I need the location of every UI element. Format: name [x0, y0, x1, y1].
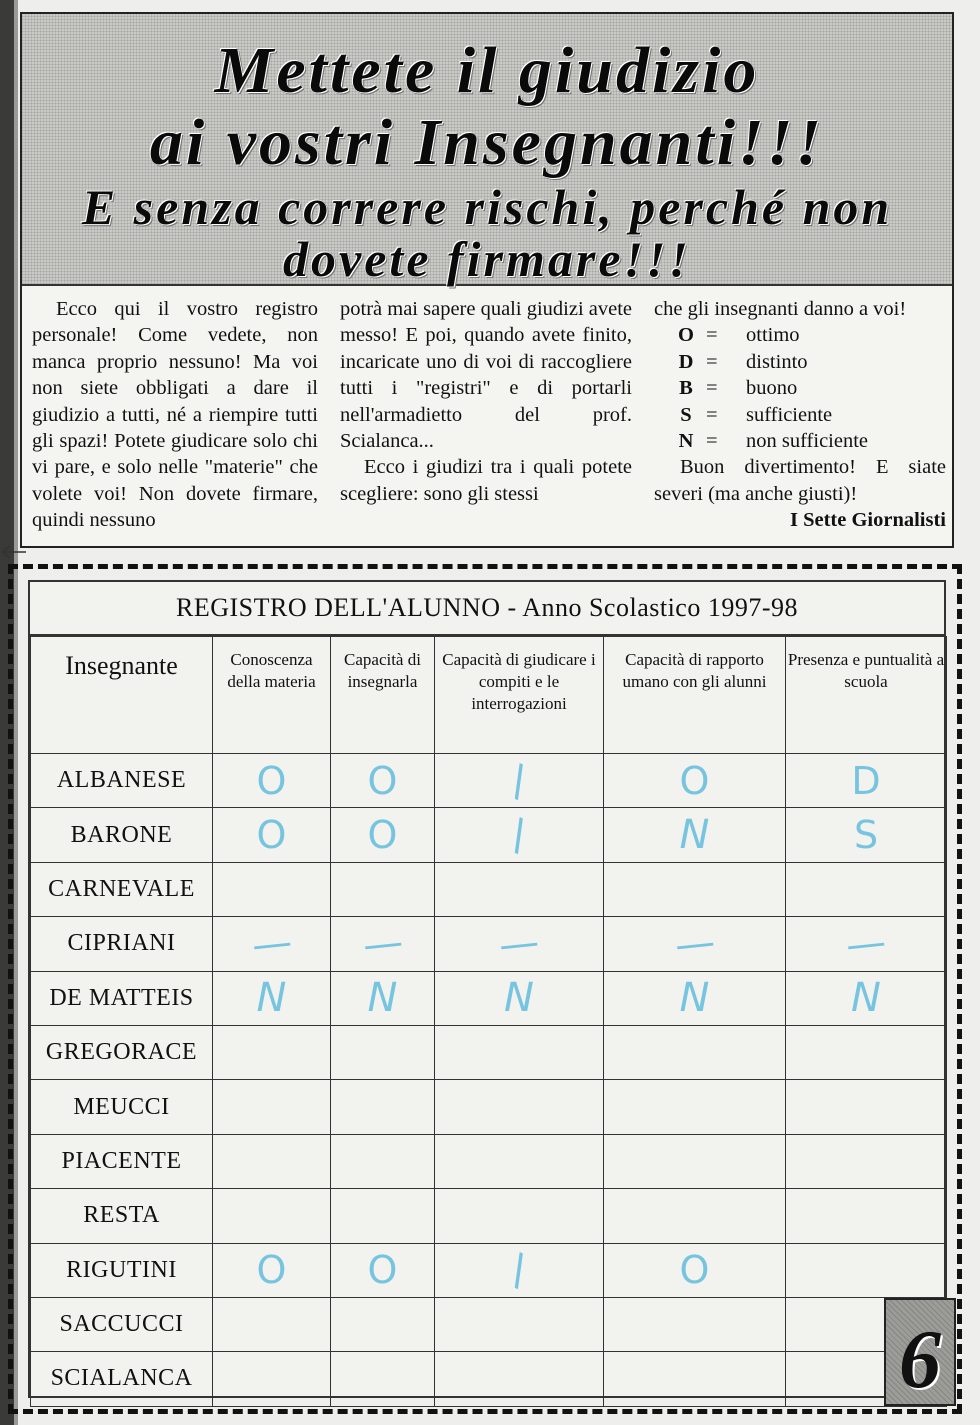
header-column: Capacità di giudicare i compiti e le interrogazioni	[435, 637, 604, 754]
handwritten-grade: O	[679, 758, 710, 803]
legend-key: N	[678, 430, 694, 453]
grade-cell[interactable]	[331, 862, 435, 916]
grade-cell[interactable]	[213, 1134, 331, 1188]
grade-cell[interactable]	[331, 971, 435, 1025]
article-signature: I Sette Giornalisti	[789, 509, 946, 532]
legend-eq: =	[706, 430, 718, 453]
register-title: REGISTRO DELL'ALUNNO - Anno Scolastico 1997-98	[30, 582, 944, 636]
teacher-name: RESTA	[31, 1189, 213, 1243]
grade-cell[interactable]	[435, 754, 604, 808]
grade-cell[interactable]	[604, 917, 786, 971]
grade-cell[interactable]	[604, 1243, 786, 1297]
grade-cell[interactable]	[604, 808, 786, 862]
headline-line-2: ai vostri Insegnanti!!!	[149, 106, 825, 179]
corner-arrow-icon	[0, 542, 30, 562]
grade-cell[interactable]	[435, 1134, 604, 1188]
handwritten-grade: O	[256, 1248, 287, 1293]
handwritten-grade: D	[851, 758, 881, 803]
legend-eq: =	[706, 324, 718, 347]
handwritten-grade: N	[851, 975, 881, 1022]
legend-meaning: non sufficiente	[746, 430, 869, 453]
grade-cell[interactable]	[435, 1025, 604, 1079]
grade-cell[interactable]	[331, 808, 435, 862]
header-teacher: Insegnante	[31, 637, 213, 754]
teacher-name: MEUCCI	[31, 1080, 213, 1134]
grade-cell[interactable]	[213, 1189, 331, 1243]
article-column-3	[654, 296, 946, 534]
grade-cell[interactable]	[435, 1297, 604, 1351]
handwritten-grade: —	[360, 918, 405, 969]
handwritten-grade: N	[367, 975, 398, 1022]
table-row	[31, 808, 947, 862]
headline-line-1: Mettete il giudizio	[214, 34, 760, 107]
article-columns	[22, 296, 952, 546]
grade-cell[interactable]	[786, 754, 947, 808]
grade-cell[interactable]	[213, 808, 331, 862]
grade-cell[interactable]	[604, 1080, 786, 1134]
headline-banner	[22, 14, 952, 286]
article-column-1	[32, 296, 318, 534]
legend-key: B	[679, 377, 693, 400]
article-intro: che gli insegnanti danno a voi!	[654, 298, 907, 320]
teacher-name: BARONE	[31, 808, 213, 862]
handwritten-grade: —	[249, 918, 294, 969]
handwritten-grade: —	[843, 918, 889, 969]
grade-cell[interactable]	[331, 1352, 435, 1406]
teacher-name: DE MATTEIS	[31, 971, 213, 1025]
grade-cell[interactable]	[435, 1080, 604, 1134]
teacher-name: CARNEVALE	[31, 862, 213, 916]
table-row	[31, 971, 947, 1025]
grade-cell[interactable]	[786, 917, 947, 971]
legend-meaning: buono	[746, 377, 798, 400]
grade-cell[interactable]	[331, 1080, 435, 1134]
handwritten-grade: O	[679, 1248, 710, 1293]
grade-cell[interactable]	[213, 754, 331, 808]
grade-cell[interactable]	[786, 1134, 947, 1188]
grade-cell[interactable]	[435, 1352, 604, 1406]
grade-cell[interactable]	[213, 971, 331, 1025]
grade-cell[interactable]	[213, 862, 331, 916]
grade-cell[interactable]	[435, 808, 604, 862]
grade-cell[interactable]	[435, 917, 604, 971]
table-row	[31, 1080, 947, 1134]
headline-line-4: dovete firmare!!!	[283, 231, 691, 287]
grade-legend	[666, 322, 946, 454]
page-number-badge	[884, 1298, 956, 1406]
teacher-name: CIPRIANI	[31, 917, 213, 971]
grade-cell[interactable]	[213, 1243, 331, 1297]
handwritten-grade: O	[256, 758, 287, 803]
table-row	[31, 1134, 947, 1188]
header-column: Capacità di rapporto umano con gli alunni	[604, 637, 786, 754]
teacher-name: RIGUTINI	[31, 1243, 213, 1297]
article-paragraph: Ecco qui il vostro registro personale! Come vedete, non manca proprio nessuno! Ma voi non siete obbligati a dare il giudizio a tutti, né a riempire tutti gli spazi! Potete giudicare solo chi vi pare, e solo nelle "materie" che volete voi! Non dovete firmare, quindi nessuno	[32, 298, 318, 532]
handwritten-grade: O	[367, 813, 398, 858]
table-row	[31, 1189, 947, 1243]
page-number: 6	[899, 1313, 941, 1406]
handwritten-grade: N	[679, 975, 710, 1022]
legend-key: D	[678, 350, 694, 373]
legend-eq: =	[706, 377, 718, 400]
handwritten-grade: N	[679, 812, 710, 859]
handwritten-grade: \	[502, 755, 536, 806]
grade-cell[interactable]	[604, 971, 786, 1025]
handwritten-grade: N	[256, 975, 287, 1022]
grade-cell[interactable]	[435, 1189, 604, 1243]
handwritten-grade: \	[502, 1244, 536, 1295]
grade-cell[interactable]	[786, 1080, 947, 1134]
legend-meaning: distinto	[746, 350, 808, 373]
headline-line-3: E senza correre rischi, perché non	[81, 179, 893, 235]
article-closing: Buon divertimento! E siate severi (ma anche giusti)!	[654, 456, 946, 505]
grade-cell[interactable]	[435, 971, 604, 1025]
legend-eq: =	[706, 350, 718, 373]
grade-cell[interactable]	[331, 754, 435, 808]
table-row	[31, 917, 947, 971]
table-row	[31, 1243, 947, 1297]
grade-cell[interactable]	[331, 917, 435, 971]
teacher-name: PIACENTE	[31, 1134, 213, 1188]
grade-cell[interactable]	[786, 808, 947, 862]
grade-cell[interactable]	[786, 971, 947, 1025]
handwritten-grade: O	[367, 758, 398, 803]
grade-cell[interactable]	[786, 1025, 947, 1079]
legend-meaning: ottimo	[746, 324, 800, 347]
grade-cell[interactable]	[213, 917, 331, 971]
grade-cell[interactable]	[604, 1025, 786, 1079]
table-row	[31, 862, 947, 916]
grade-cell[interactable]	[213, 1297, 331, 1351]
grade-cell[interactable]	[331, 1243, 435, 1297]
grade-cell[interactable]	[213, 1080, 331, 1134]
header-column: Presenza e puntualità a scuola	[786, 637, 947, 754]
grade-cell[interactable]	[604, 862, 786, 916]
handwritten-grade: S	[853, 813, 879, 858]
grade-cell[interactable]	[604, 1134, 786, 1188]
table-row	[31, 1025, 947, 1079]
teacher-name: SACCUCCI	[31, 1297, 213, 1351]
grade-cell[interactable]	[331, 1025, 435, 1079]
handwritten-grade: O	[256, 813, 287, 858]
legend-key: O	[678, 324, 694, 347]
legend-key: S	[680, 403, 692, 426]
handwritten-grade: O	[367, 1248, 398, 1293]
teacher-name: ALBANESE	[31, 754, 213, 808]
grade-cell[interactable]	[604, 754, 786, 808]
article-paragraph: potrà mai sapere quali giudizi avete messo! E poi, quando avete finito, incaricate uno di voi di raccogliere tutti i "registri" e di portarli nell'armadietto del prof. Scialanca...	[340, 298, 633, 453]
teacher-name: SCIALANCA	[31, 1352, 213, 1406]
grade-cell[interactable]	[786, 1243, 947, 1297]
handwritten-grade: —	[496, 918, 542, 969]
handwritten-grade: N	[504, 975, 534, 1022]
grade-cell[interactable]	[786, 862, 947, 916]
grade-cell[interactable]	[786, 1189, 947, 1243]
grade-cell[interactable]	[213, 1352, 331, 1406]
article-column-2	[340, 296, 632, 507]
grade-cell[interactable]	[331, 1189, 435, 1243]
grade-cell[interactable]	[435, 1243, 604, 1297]
grade-cell[interactable]	[331, 1134, 435, 1188]
header-column: Conoscenza della materia	[213, 637, 331, 754]
student-register	[28, 580, 946, 1398]
teacher-name: GREGORACE	[31, 1025, 213, 1079]
handwritten-grade: \	[502, 809, 536, 860]
grade-cell[interactable]	[604, 1352, 786, 1406]
grade-cell[interactable]	[604, 1297, 786, 1351]
header-column: Capacità di insegnarla	[331, 637, 435, 754]
table-row	[31, 1297, 947, 1351]
handwritten-grade: —	[672, 918, 717, 969]
grade-cell[interactable]	[213, 1025, 331, 1079]
article-paragraph: Ecco i giudizi tra i quali potete scegliere: sono gli stessi	[340, 456, 632, 505]
table-row	[31, 754, 947, 808]
grade-cell[interactable]	[331, 1297, 435, 1351]
grade-cell[interactable]	[604, 1189, 786, 1243]
register-header-row	[31, 637, 947, 754]
article-box	[20, 12, 954, 548]
legend-meaning: sufficiente	[746, 403, 833, 426]
table-row	[31, 1352, 947, 1406]
legend-eq: =	[706, 403, 718, 426]
grade-cell[interactable]	[435, 862, 604, 916]
register-table	[30, 636, 947, 1407]
